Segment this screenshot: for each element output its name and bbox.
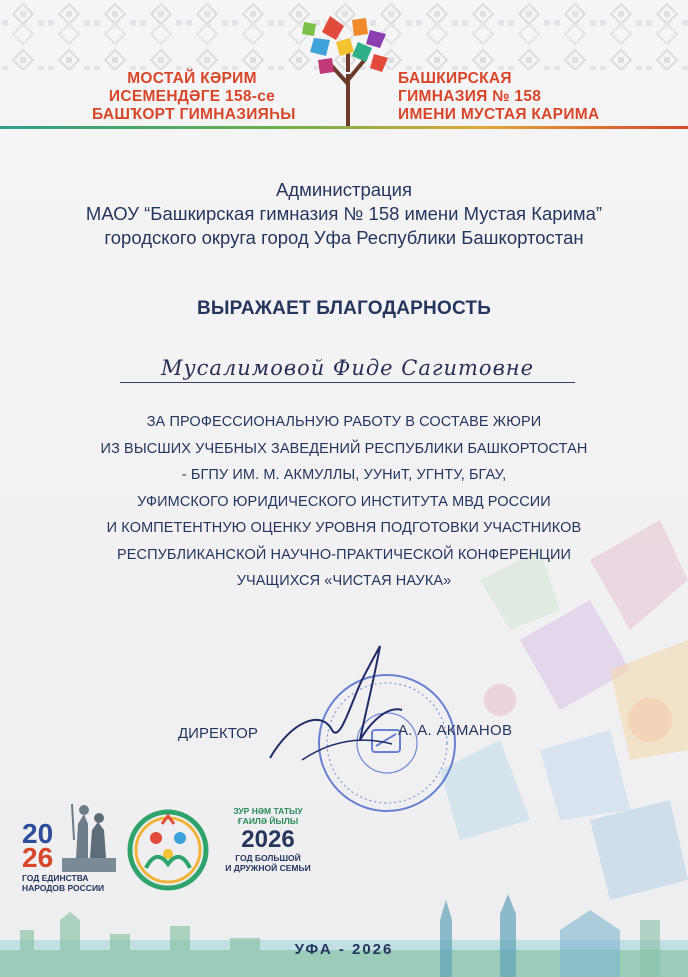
header-right-line-2: ГИМНАЗИЯ № 158: [398, 88, 542, 105]
reason-line-1: ЗА ПРОФЕССИОНАЛЬНУЮ РАБОТУ В СОСТАВЕ ЖЮРИ: [146, 414, 542, 430]
issuer-line-1: Администрация: [276, 179, 412, 200]
issuer-line-3: городского округа город Уфа Республики Башкортостан: [104, 227, 584, 248]
reason-line-4: УФИМСКОГО ЮРИДИЧЕСКОГО ИНСТИТУТА МВД РОССИИ: [137, 493, 551, 510]
header-russian-name: [398, 70, 668, 124]
issuer-block: [0, 178, 688, 250]
header-left-line-1: МОСТАЙ КӘРИМ: [127, 70, 257, 87]
reason-block: [0, 409, 688, 595]
year-unity-digits-bottom: 26: [22, 842, 54, 873]
city-skyline-icon: [0, 890, 688, 977]
family-year-logo-icon: [126, 808, 210, 892]
family-year-text: [213, 806, 323, 873]
tree-logo-icon: [300, 14, 396, 126]
year-unity-caption-line-2: НАРОДОВ РОССИИ: [22, 882, 105, 893]
monument-icon: [58, 800, 120, 874]
family-year-line-3: ГОД БОЛЬШОЙ: [235, 853, 301, 863]
issuer-line-2: МАОУ “Башкирская гимназия № 158 имени Мустая Карима”: [85, 203, 603, 224]
reason-line-7: УЧАЩИХСЯ «ЧИСТАЯ НАУКА»: [236, 573, 452, 589]
reason-line-3: - БГПУ ИМ. М. АКМУЛЛЫ, УУНиТ, УГНТУ, БГАУ,: [181, 467, 507, 483]
family-year-line-4: И ДРУЖНОЙ СЕМЬИ: [225, 863, 311, 873]
director-name: А. А. АКМАНОВ: [398, 722, 513, 739]
year-of-unity-logo-icon: [22, 798, 120, 894]
reason-line-6: РЕСПУБЛИКАНСКОЙ НАУЧНО-ПРАКТИЧЕСКОЙ КОНФЕРЕНЦИИ: [116, 546, 572, 563]
year-unity-caption-line-1: ГОД ЕДИНСТВА: [22, 873, 89, 883]
header-bashkir-name: [92, 70, 296, 124]
footer-city-year: УФА - 2026: [294, 941, 394, 958]
header-left-line-2: ИСЕМЕНДӘГЕ 158-се: [108, 88, 276, 105]
signature-scribble-icon: [262, 640, 412, 770]
header-right-line-1: БАШКИРСКАЯ: [398, 70, 512, 87]
director-label: ДИРЕКТОР: [178, 725, 258, 742]
header-left-line-3: БАШҠОРТ ГИМНАЗИЯҺЫ: [92, 106, 296, 123]
family-year-line-1: ЗУР НӘМ ТАТЫУ: [233, 806, 303, 816]
family-year-line-2: ҒАИЛӘ ЙЫЛЫ: [237, 816, 299, 826]
reason-line-2: ИЗ ВЫСШИХ УЧЕБНЫХ ЗАВЕДЕНИЙ РЕСПУБЛИКИ БАШКОРТОСТАН: [100, 440, 588, 457]
year-unity-digits-top: 20: [22, 818, 54, 849]
recipient-name: Мусалимовой Фиде Сагитовне: [120, 356, 575, 383]
reason-line-5: И КОМПЕТЕНТНУЮ ОЦЕНКУ УРОВНЯ ПОДГОТОВКИ УЧАСТНИКОВ: [106, 520, 582, 536]
family-year-number: 2026: [241, 826, 295, 853]
header-divider: [0, 126, 688, 129]
header-right-line-3: ИМЕНИ МУСТАЯ КАРИМА: [398, 106, 600, 123]
certificate-heading: ВЫРАЖАЕТ БЛАГОДАРНОСТЬ: [196, 298, 492, 319]
